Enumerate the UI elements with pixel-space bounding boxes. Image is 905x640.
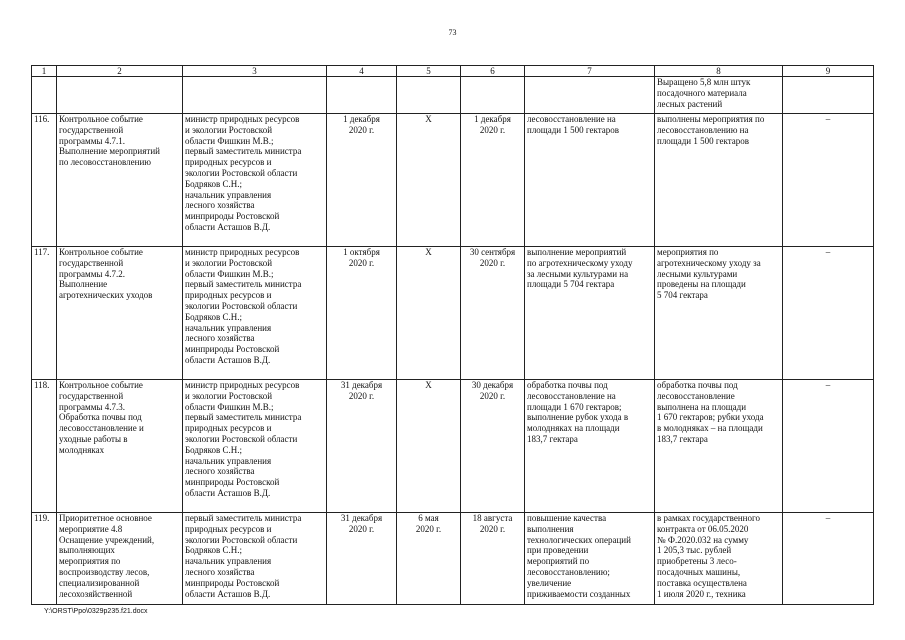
date-fact: 30 декабря 2020 г. [461,380,525,513]
date-fact: 30 сентября 2020 г. [461,247,525,380]
event-name: Контрольное событие государственной программы 4.7.2. Выполнение агротехнических уходов [57,247,183,380]
column-header: 7 [525,66,655,77]
result-plan: лесовосстановление на площади 1 500 гектаров [525,114,655,247]
report-table [31,65,874,605]
column-header: 5 [397,66,461,77]
continuation-result: Выращено 5,8 млн штук посадочного материала лесных растений [655,77,783,114]
date-plan: 31 декабря 2020 г. [327,380,397,513]
result-plan: выполнение мероприятий по агротехническому уходу за лесными культурами на площади 5 704 гектара [525,247,655,380]
date-plan: 1 декабря 2020 г. [327,114,397,247]
result-fact: мероприятия по агротехническому уходу за лесными культурами проведены на площади 5 704 гектара [655,247,783,380]
table-row [32,513,874,605]
date-plan: 31 декабря 2020 г. [327,513,397,605]
column-header: 2 [57,66,183,77]
date-fact: 1 декабря 2020 г. [461,114,525,247]
responsible: министр природных ресурсов и экологии Ростовской области Фишкин М.В.; первый заместитель министра природных ресурсов и экологии Ростовской области Бодряков С.Н.; начальник управления лесного хозяйства минприроды Ростовской области Асташов В.Д. [183,380,327,513]
row-number: 118. [32,380,57,513]
event-name: Контрольное событие государственной программы 4.7.3. Обработка почвы под лесовосстановление и уходные работы в молодняках [57,380,183,513]
note: – [783,114,874,247]
result-plan: повышение качества выполнения технологических операций при проведении мероприятий по лесовосстановлению; увеличение приживаемости созданных [525,513,655,605]
date-start: Х [397,114,461,247]
file-path-footer: Y:\ORST\Ppo\0329p235.f21.docx [44,608,148,615]
continuation-row [32,77,874,114]
date-start: Х [397,380,461,513]
result-fact: обработка почвы под лесовосстановление выполнена на площади 1 670 гектаров; рубки ухода в молодняках – на площади 183,7 гектара [655,380,783,513]
column-header: 1 [32,66,57,77]
responsible: министр природных ресурсов и экологии Ростовской области Фишкин М.В.; первый заместитель министра природных ресурсов и экологии Ростовской области Бодряков С.Н.; начальник управления лесного хозяйства минприроды Ростовской области Асташов В.Д. [183,247,327,380]
responsible: министр природных ресурсов и экологии Ростовской области Фишкин М.В.; первый заместитель министра природных ресурсов и экологии Ростовской области Бодряков С.Н.; начальник управления лесного хозяйства минприроды Ростовской области Асташов В.Д. [183,114,327,247]
column-header: 6 [461,66,525,77]
row-number: 116. [32,114,57,247]
column-header: 3 [183,66,327,77]
row-number: 119. [32,513,57,605]
note: – [783,247,874,380]
table-row [32,380,874,513]
responsible: первый заместитель министра природных ресурсов и экологии Ростовской области Бодряков С.Н.; начальник управления лесного хозяйства минприроды Ростовской области Асташов В.Д. [183,513,327,605]
result-fact: выполнены мероприятия по лесовосстановлению на площади 1 500 гектаров [655,114,783,247]
column-header: 8 [655,66,783,77]
event-name: Контрольное событие государственной программы 4.7.1. Выполнение мероприятий по лесовосстановлению [57,114,183,247]
date-start: Х [397,247,461,380]
date-fact: 18 августа 2020 г. [461,513,525,605]
row-number: 117. [32,247,57,380]
note: – [783,380,874,513]
date-start: 6 мая 2020 г. [397,513,461,605]
table-row [32,114,874,247]
column-header: 4 [327,66,397,77]
date-plan: 1 октября 2020 г. [327,247,397,380]
result-fact: в рамках государственного контракта от 06.05.2020 № Ф.2020.032 на сумму 1 205,3 тыс. рублей приобретены 3 лесо- посадочных машины, поставка осуществлена 1 июля 2020 г., техника [655,513,783,605]
event-name: Приоритетное основное мероприятие 4.8 Оснащение учреждений, выполняющих мероприятия по воспроизводству лесов, специализированной лесохозяйственной [57,513,183,605]
column-number-row [32,66,874,77]
result-plan: обработка почвы под лесовосстановление на площади 1 670 гектаров; выполнение рубок ухода в молодняках на площади 183,7 гектара [525,380,655,513]
note: – [783,513,874,605]
column-header: 9 [783,66,874,77]
page-number: 73 [448,28,457,37]
table-row [32,247,874,380]
